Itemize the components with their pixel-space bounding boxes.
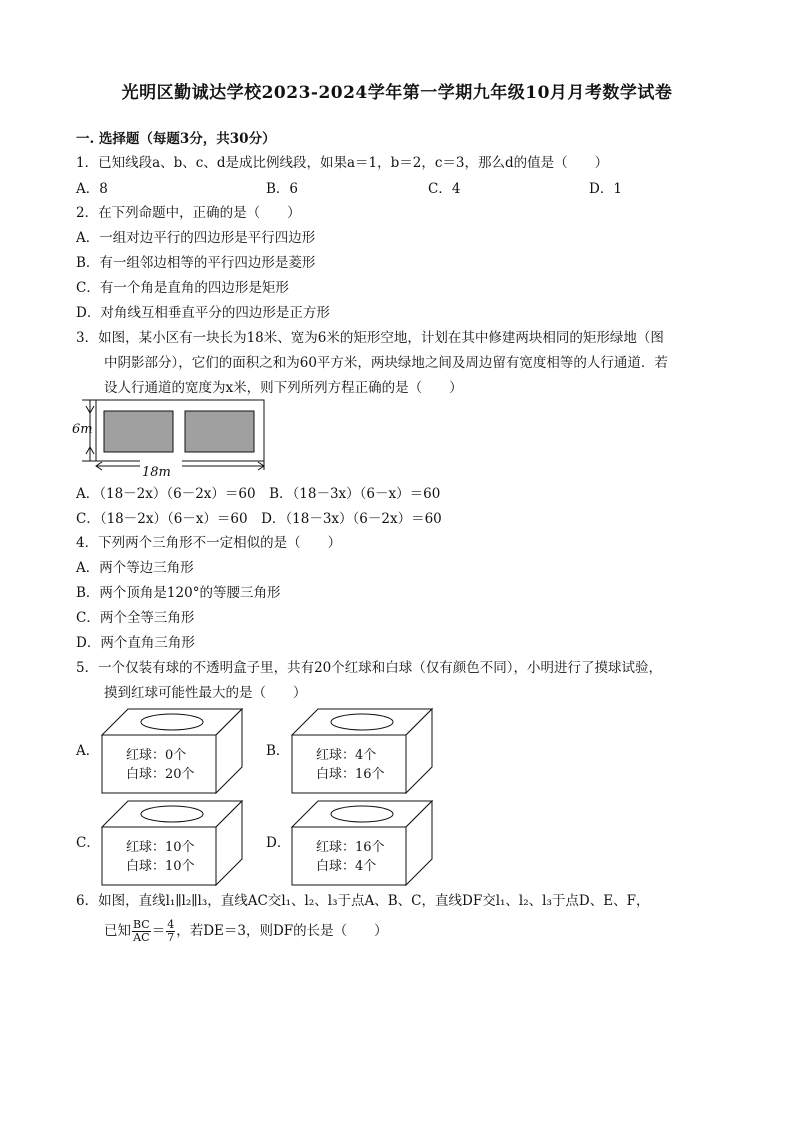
section-heading: 一. 选择题（每题3分，共30分） <box>76 131 276 147</box>
q5-option-c-letter: C． <box>76 835 100 851</box>
q6-stem-line1: 6．如图，直线l₁∥l₂∥l₃，直线AC交l₁、l₂、l₃于点A、B、C，直线DF交l₁、l₂、l₃于点D、E、F， <box>76 893 650 909</box>
q3-options-cd: C．（18－2x）（6－x）＝60 D．（18－3x）（6－2x）＝60 <box>76 511 442 527</box>
q5-box-d <box>286 797 436 889</box>
q3-rectangle-figure <box>72 396 276 482</box>
q6-fraction2-numerator: 4 <box>167 918 175 931</box>
q5-box-a-white: 白球：20个 <box>126 767 195 782</box>
q5-box-b <box>286 705 436 797</box>
q2-option-a: A．一组对边平行的四边形是平行四边形 <box>76 230 316 246</box>
q4-option-a: A．两个等边三角形 <box>76 560 194 576</box>
q3-stem-line2: 中阴影部分），它们的面积之和为60平方米，两块绿地之间及周边留有宽度相等的人行通道．若 <box>104 355 668 371</box>
q3-options-ab: A．（18－2x）（6－2x）＝60 B．（18－3x）（6－x）＝60 <box>76 486 441 502</box>
q2-option-c: C．有一个角是直角的四边形是矩形 <box>76 280 289 296</box>
q2-option-d: D．对角线互相垂直平分的四边形是正方形 <box>76 305 330 321</box>
q5-stem-line1: 5．一个仅装有球的不透明盒子里，共有20个红球和白球（仅有颜色不同），小明进行了摸球试验， <box>76 660 663 676</box>
exam-title: 光明区勤诚达学校2023-2024学年第一学期九年级10月月考数学试卷 <box>121 83 673 103</box>
q5-box-c-red: 红球：10个 <box>126 840 195 855</box>
q5-box-b-red: 红球：4个 <box>316 748 377 763</box>
q3-stem-line3: 设人行通道的宽度为x米，则下列所列方程正确的是（ ） <box>104 380 463 396</box>
q5-box-d-white: 白球：4个 <box>316 859 377 874</box>
q6-question-text: ，若DE＝3，则DF的长是（ ） <box>176 923 388 939</box>
q5-box-a-red: 红球：0个 <box>126 748 187 763</box>
q5-box-c-white: 白球：10个 <box>126 859 195 874</box>
q2-stem: 2．在下列命题中，正确的是（ ） <box>76 205 301 221</box>
q3-green-area-right <box>185 411 254 452</box>
q6-fraction-denominator: AC <box>133 931 150 944</box>
q4-option-b: B．两个顶角是120°的等腰三角形 <box>76 585 281 601</box>
q1-stem: 1．已知线段a、b、c、d是成比例线段，如果a＝1，b＝2，c＝3，那么d的值是（ ） <box>76 155 609 171</box>
q4-option-c: C．两个全等三角形 <box>76 610 195 626</box>
q6-fraction-numerator: BC <box>133 918 150 931</box>
q4-stem: 4．下列两个三角形不一定相似的是（ ） <box>76 535 342 551</box>
q3-green-area-left <box>104 411 173 452</box>
q5-option-b-letter: B． <box>266 743 290 759</box>
q3-stem-line1: 3．如图，某小区有一块长为18米、宽为6米的矩形空地，计划在其中修建两块相同的矩形绿地（图 <box>76 330 664 346</box>
q6-fraction-bc-ac <box>132 919 151 944</box>
q1-option-b: B．6 <box>266 181 299 197</box>
q6-fraction-four-sevenths <box>166 919 175 944</box>
q5-option-a-letter: A． <box>76 743 100 759</box>
q4-option-d: D．两个直角三角形 <box>76 635 195 651</box>
q6-stem-line2 <box>104 917 388 945</box>
q3-length-label: 18m <box>142 465 171 480</box>
q5-box-d-red: 红球：16个 <box>316 840 385 855</box>
q1-option-a: A．8 <box>76 181 108 197</box>
q1-option-c: C．4 <box>428 181 461 197</box>
q5-box-b-white: 白球：16个 <box>316 767 385 782</box>
q6-fraction2-denominator: 7 <box>167 931 175 944</box>
q1-option-d: D．1 <box>589 181 622 197</box>
q5-option-d-letter: D． <box>266 835 291 851</box>
q5-box-a <box>96 705 246 797</box>
q6-given-text: 已知 <box>104 923 131 939</box>
q2-option-b: B．有一组邻边相等的平行四边形是菱形 <box>76 255 316 271</box>
q5-stem-line2: 摸到红球可能性最大的是（ ） <box>104 685 307 701</box>
q5-box-c <box>96 797 246 889</box>
q6-equals: ＝ <box>151 923 166 939</box>
q3-width-label: 6m <box>72 422 93 437</box>
